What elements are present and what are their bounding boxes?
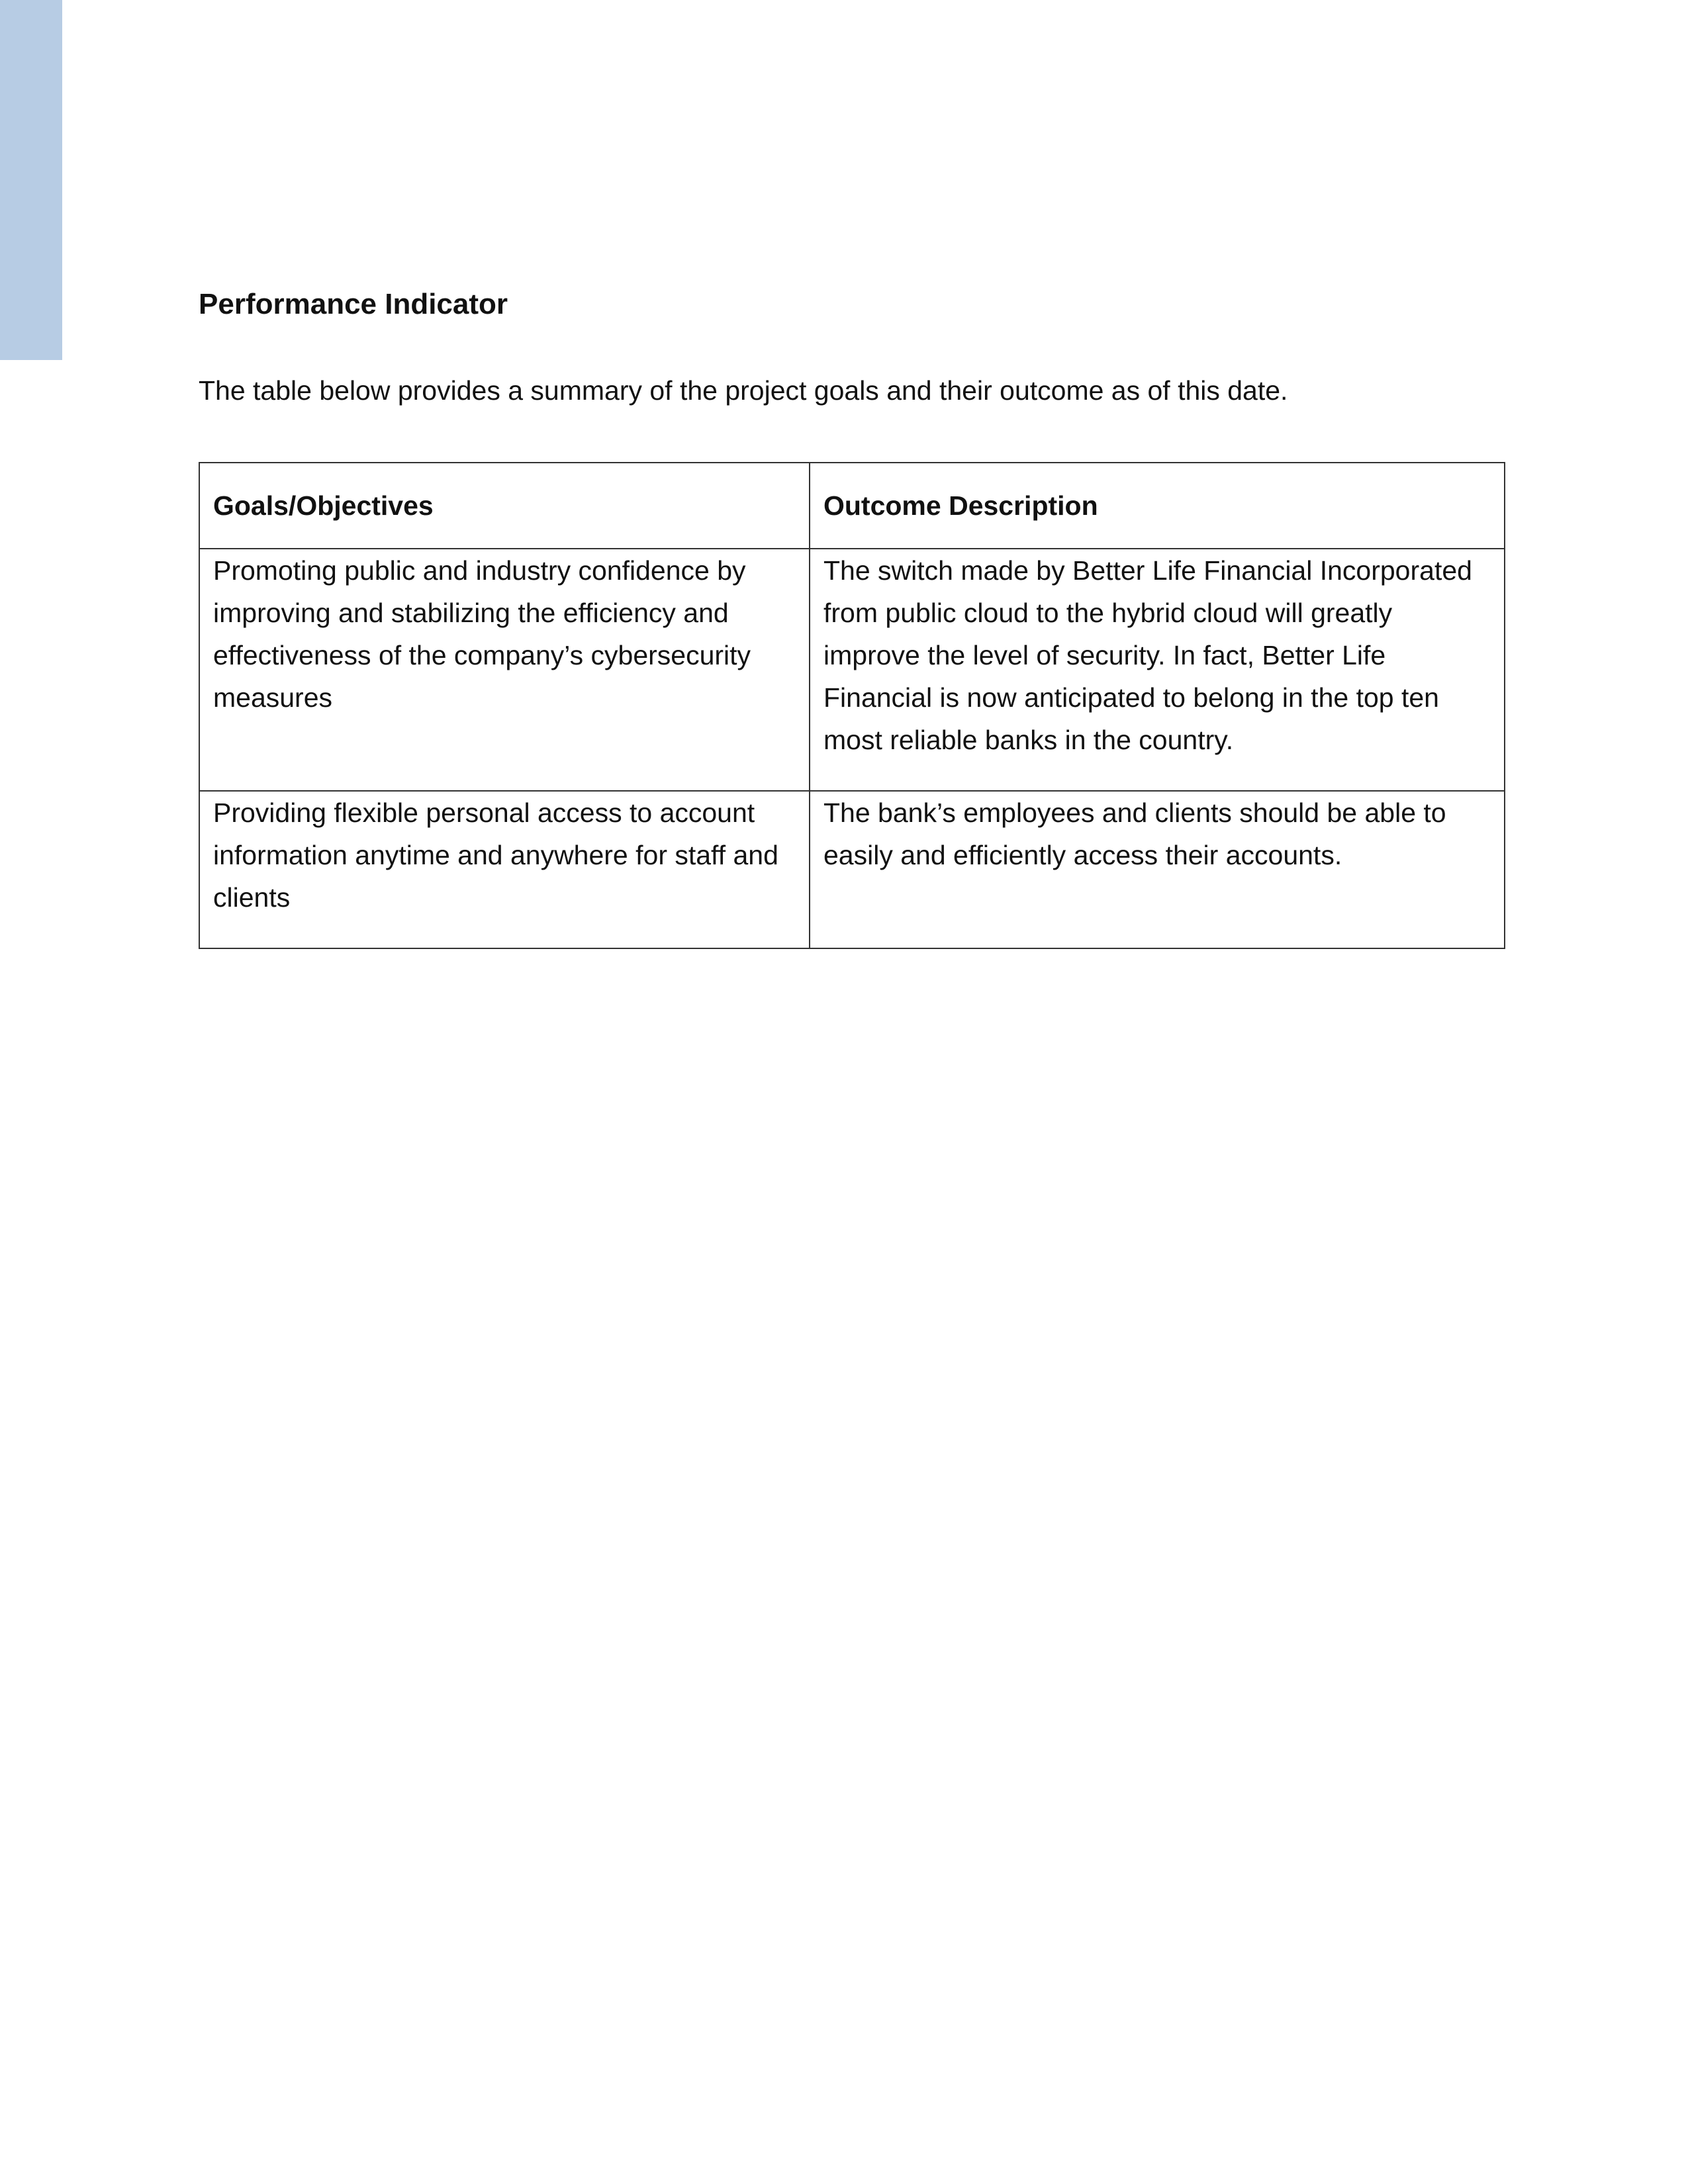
section-heading: Performance Indicator: [199, 288, 508, 320]
outcome-cell: The switch made by Better Life Financial Incorporated from public cloud to the hybrid cloud will greatly improve the level of security. In fact, Better Life Financial is now anticipated to belong in the top ten most reliable banks in the country.: [810, 549, 1505, 791]
table-row: [199, 791, 1505, 948]
intro-paragraph: The table below provides a summary of the project goals and their outcome as of this date.: [199, 375, 1288, 406]
outcome-cell: The bank’s employees and clients should be able to easily and efficiently access their accounts.: [810, 791, 1505, 948]
table-row: [199, 549, 1505, 791]
goal-cell: Providing flexible personal access to account information anytime and anywhere for staff and clients: [199, 791, 810, 948]
goal-cell: Promoting public and industry confidence by improving and stabilizing the efficiency and effectiveness of the company’s cybersecurity measures: [199, 549, 810, 791]
header-outcome-description: Outcome Description: [810, 463, 1505, 549]
document-body: [199, 285, 1503, 410]
page-accent-bar: [0, 0, 62, 360]
goals-outcome-table: [199, 462, 1505, 949]
header-goals-objectives: Goals/Objectives: [199, 463, 810, 549]
table-header-row: [199, 463, 1505, 549]
